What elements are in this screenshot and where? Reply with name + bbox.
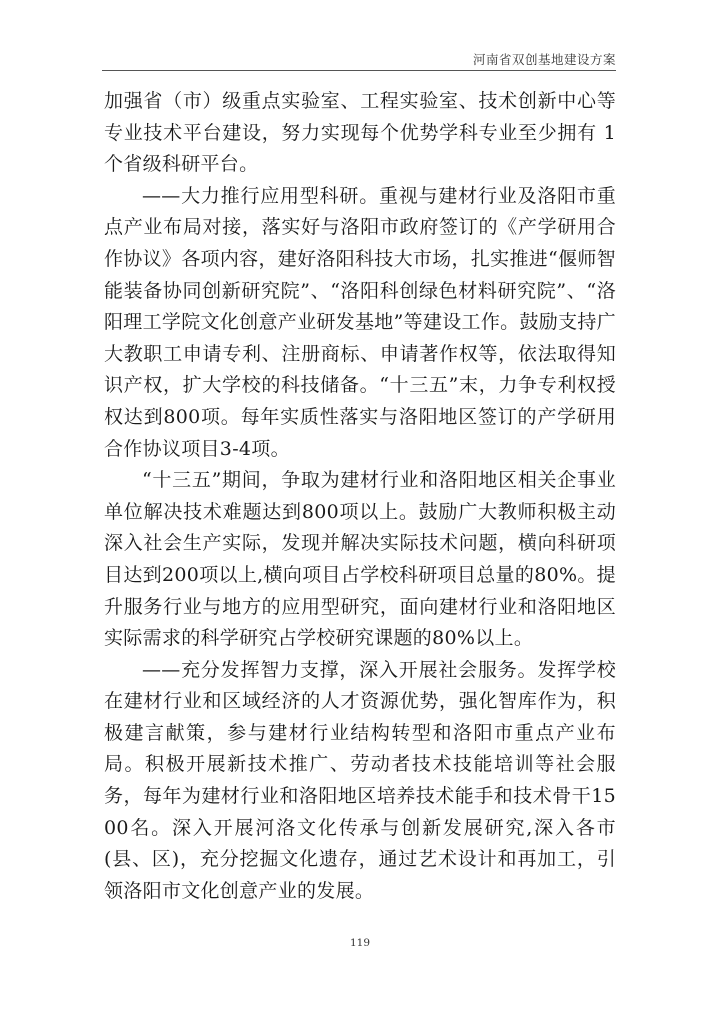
running-header: 河南省双创基地建设方案 <box>472 52 616 67</box>
header-divider <box>102 70 616 71</box>
body-text <box>104 86 616 907</box>
paragraph-applied-research: ——大力推行应用型科研。重视与建材行业及洛阳市重点产业布局对接，落实好与洛阳市政府签订的《产学研用合作协议》各项内容，建好洛阳科技大市场，扎实推进“偃师智能装备协同创新研究院”、“洛阳科创绿色材料研究院”、“洛阳理工学院文化创意产业研发基地”等建设工作。鼓励支持广大教职工申请专利、注册商标、申请著作权等，依法取得知识产权，扩大学校的科技储备。“十三五”末，力争专利权授权达到800项。每年实质性落实与洛阳地区签订的产学研用合作协议项目3-4项。 <box>104 184 616 460</box>
paragraph-thirteenth-five-year: “十三五”期间，争取为建材行业和洛阳地区相关企事业单位解决技术难题达到800项以上。鼓励广大教师积极主动深入社会生产实际，发现并解决实际技术问题，横向科研项目达到200项以上,横向项目占学校科研项目总量的80%。提升服务行业与地方的应用型研究，面向建材行业和洛阳地区实际需求的科学研究占学校研究课题的80%以上。 <box>104 469 616 650</box>
paragraph-continuation: 加强省（市）级重点实验室、工程实验室、技术创新中心等专业技术平台建设，努力实现每个优势学科专业至少拥有 1 个省级科研平台。 <box>104 90 616 176</box>
paragraph-social-service: ——充分发挥智力支撑，深入开展社会服务。发挥学校在建材行业和区域经济的人才资源优势，强化智库作为，积极建言献策，参与建材行业结构转型和洛阳市重点产业布局。积极开展新技术推广、劳动者技术技能培训等社会服务，每年为建材行业和洛阳地区培养技术能手和技术骨干1500名。深入开展河洛文化传承与创新发展研究,深入各市(县、区)，充分挖掘文化遗存，通过艺术设计和再加工，引领洛阳市文化创意产业的发展。 <box>104 658 616 902</box>
page-number: 119 <box>349 937 371 949</box>
